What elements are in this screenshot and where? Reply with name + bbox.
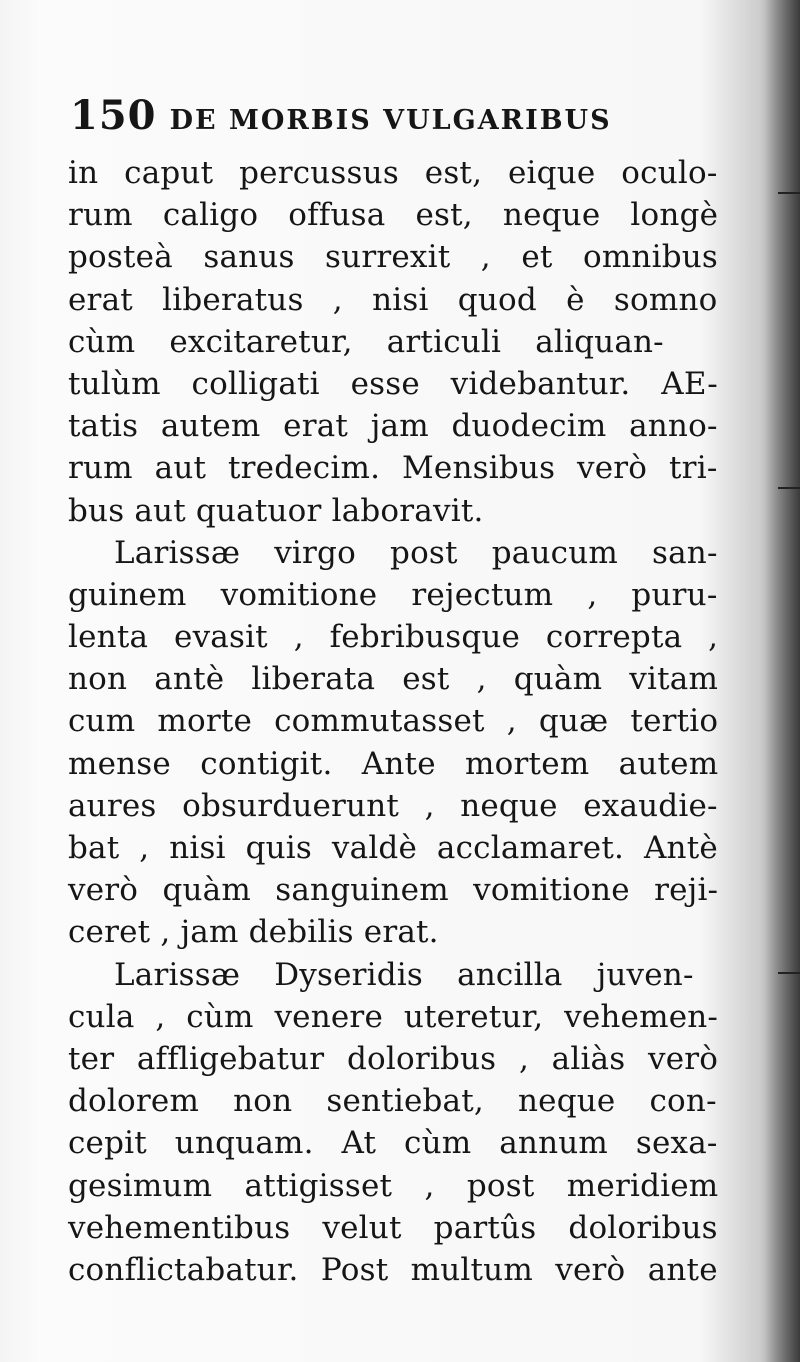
margin-mark bbox=[778, 192, 800, 194]
text-line: cùm excitaretur, articuli aliquan- bbox=[68, 323, 664, 360]
body-text bbox=[68, 152, 718, 1291]
text-line: in caput percussus est, eique oculo- bbox=[68, 155, 718, 191]
page-number: 150 bbox=[70, 92, 157, 139]
text-line: lenta evasit , febribusque correpta , bbox=[68, 619, 719, 656]
text-line: tatis autem erat jam duodecim anno- bbox=[68, 408, 718, 445]
text-line: vehementibus velut partûs doloribus bbox=[68, 1209, 718, 1246]
text-line: ceret , jam debilis erat. bbox=[68, 914, 439, 951]
text-line: cum morte commutasset , quæ tertio bbox=[68, 703, 719, 740]
text-line: gesimum attigisset , post meridiem bbox=[68, 1167, 719, 1204]
text-line: dolorem non sentiebat, neque con- bbox=[68, 1083, 717, 1120]
text-line: rum aut tredecim. Mensibus verò tri- bbox=[68, 450, 718, 487]
text-line: ter affligebatur doloribus , aliàs verò bbox=[68, 1040, 719, 1077]
text-line: cepit unquam. At cùm annum sexa- bbox=[68, 1125, 718, 1162]
page-header bbox=[70, 92, 710, 142]
margin-mark bbox=[778, 487, 800, 489]
text-line: posteà sanus surrexit , et omnibus bbox=[68, 239, 719, 276]
text-line: aures obsurduerunt , neque exaudie- bbox=[68, 787, 718, 824]
text-line: tulùm colligati esse videbantur. AE- bbox=[68, 365, 718, 402]
running-title: DE MORBIS VULGARIBUS bbox=[169, 105, 612, 136]
margin-mark bbox=[778, 972, 800, 974]
text-line: non antè liberata est , quàm vitam bbox=[68, 661, 719, 698]
text-line: erat liberatus , nisi quod è somno bbox=[68, 281, 718, 318]
spine-shadow bbox=[760, 0, 800, 1362]
text-line: bat , nisi quis valdè acclamaret. Antè bbox=[68, 830, 718, 866]
text-line: Larissæ Dyseridis ancilla juven- bbox=[114, 956, 694, 993]
text-line: mense contigit. Ante mortem autem bbox=[68, 745, 719, 782]
text-line: verò quàm sanguinem vomitione reji- bbox=[68, 872, 719, 909]
text-line: Larissæ virgo post paucum san- bbox=[114, 534, 718, 571]
text-line: bus aut quatuor laboravit. bbox=[68, 492, 484, 529]
text-line: guinem vomitione rejectum , puru- bbox=[68, 576, 718, 613]
text-line: cula , cùm venere uteretur, vehemen- bbox=[68, 998, 719, 1035]
text-line: conflictabatur. Post multum verò ante bbox=[68, 1251, 718, 1288]
text-line: rum caligo offusa est, neque longè bbox=[68, 197, 719, 234]
